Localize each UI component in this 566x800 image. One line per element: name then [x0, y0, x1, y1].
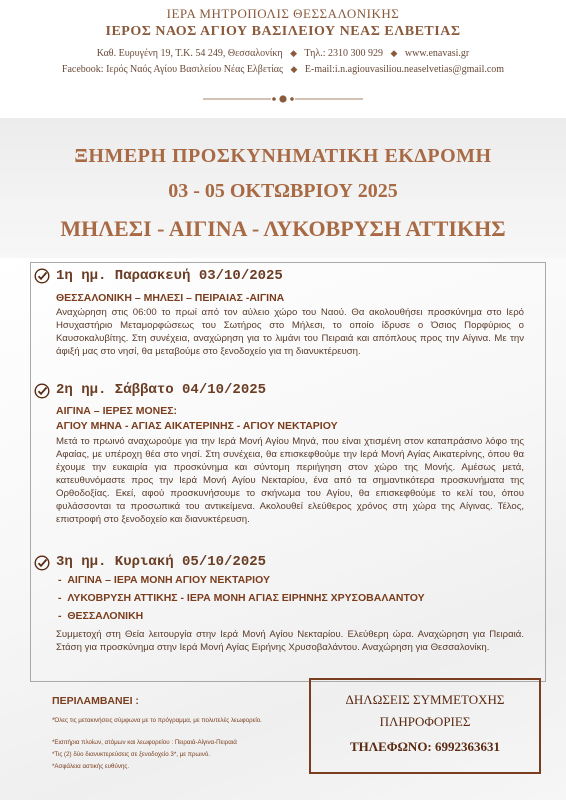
day3-description: Συμμετοχή στη Θεία λειτουργία στην Ιερά Μονή Αγίου Νεκταρίου. Ελεύθερη ώρα. Αναχώρηση για Πειραιά. Στάση για προσκύνημα στην Ιερά Μονή Αγίας Ειρήνης Χρυσοβαλάντου. Αναχώρηση για Θεσσαλονίκη. — [56, 629, 524, 653]
church-name: ΙΕΡΟΣ ΝΑΟΣ ΑΓΙΟΥ ΒΑΣΙΛΕΙΟΥ ΝΕΑΣ ΕΛΒΕΤΙΑΣ — [105, 24, 461, 39]
address-text: Καθ. Ευρυγένη 19, Τ.Κ. 54 249, Θεσσαλονίκη — [96, 48, 283, 59]
check-circle-icon — [34, 383, 50, 399]
includes-note: *Ασφάλεια αστικής ευθύνης. — [52, 763, 130, 770]
day3-item: - ΘΕΣΣΑΛΟΝΙΚΗ — [58, 610, 144, 622]
check-circle-icon — [34, 555, 50, 571]
day3-item: - ΑΙΓΙΝΑ – ΙΕΡΑ ΜΟΝΗ ΑΓΙΟΥ ΝΕΚΤΑΡΙΟΥ — [58, 574, 270, 586]
ornament-divider — [203, 94, 363, 104]
day2-description: Μετά το πρωινό αναχωρούμε για την Ιερά Μονή Αγίου Μηνά, που είναι χτισμένη στον καταπράσινο λόφο της Αφαίας, με υπέροχη θέα στο νησί. Στη συνέχεια, θα επισκεφθούμε την Ιερά Μονή Αγίας Αικατερίνης, όπου θα έχουμε την ευκαιρία για προσκύνημα και σύντομη περιήγηση στον χώρο της Μονής. Αμέσως μετά, κατευθυνόμαστε προς την Ιερά Μονή Αγίου Νεκταρίου, ένα από τα σημαντικότερα προσκυνήματα της Ορθοδοξίας. Εκεί, αφού προσκυνήσουμε το σκήνωμα του Αγίου, θα επισκεφθούμε το κελί του, όπου φυλάσσονται τα προσωπικά του αντικείμενα. Ακολουθεί ελεύθερος χρόνος στη χώρα της Αίγινας. Τέλος, επιστροφή στο ξενοδοχείο και διανυκτέρευση. — [56, 436, 524, 525]
trip-title: ΞΗΜΕΡΗ ΠΡΟΣΚΥΝΗΜΑΤΙΚΗ ΕΚΔΡΟΜΗ — [74, 145, 492, 167]
diamond-bullet-icon: ◆ — [290, 48, 298, 58]
day2-route-2: ΑΓΙΟΥ ΜΗΝΑ - ΑΓΙΑΣ ΑΙΚΑΤΕΡΙΝΗΣ - ΑΓΙΟΥ ΝΕΚΤΑΡΙΟΥ — [56, 420, 338, 432]
email-link[interactable]: E-mail:i.n.agiouvasiliou.neaselvetias@gmail.com — [304, 64, 505, 75]
day2-route-1: ΑΙΓΙΝΑ – ΙΕΡΕΣ ΜΟΝΕΣ: — [56, 405, 178, 417]
includes-title: ΠΕΡΙΛΑΜΒΑΝΕΙ : — [52, 695, 139, 707]
day3-item: - ΛΥΚΟΒΡΥΣΗ ΑΤΤΙΚΗΣ - ΙΕΡΑ ΜΟΝΗ ΑΓΙΑΣ ΕΙΡΗΝΗΣ ΧΡΥΣΟΒΑΛΑΝΤΟΥ — [58, 592, 425, 604]
metropolis-name: ΙΕΡΑ ΜΗΤΡΟΠΟΛΙΣ ΘΕΣΣΑΛΟΝΙΚΗΣ — [166, 6, 400, 21]
day2-title: 2η ημ. Σάββατο 04/10/2025 — [56, 382, 267, 398]
phone-text: Τηλ.: 2310 300 929 — [304, 48, 383, 59]
info-label: ΠΛΗΡΟΦΟΡΙΕΣ — [379, 714, 471, 729]
day1-description: Αναχώρηση στις 06:00 το πρωί από τον αύλειο χώρο του Ναού. Θα ακολουθήσει προσκύνημα στο Ιερό Ησυχαστήριο Μεταμορφώσεως του Σωτήρος στο Μήλεσι, το οποίο ίδρυσε ο Όσιος Πορφύριος ο Καυσοκαλυβίτης. Στη συνέχεια, αναχώρηση για το λιμάνι του Πειραιά και απόπλους προς την Αίγινα. Με την άφιξή μας στο νησί, θα μεταβούμε στο ξενοδοχείο για τη διανυκτέρευση. — [56, 307, 524, 357]
contact-row-2 — [0, 64, 566, 75]
contact-box — [309, 678, 541, 774]
facebook-text: Facebook: Ιερός Ναός Αγίου Βασιλείου Νέας Ελβετίας — [61, 64, 283, 75]
day1-title: 1η ημ. Παρασκευή 03/10/2025 — [56, 268, 283, 284]
includes-note: *Τις (2) δύο διανυκτερεύσεις σε ξενοδοχείο 3*, με πρωινό. — [52, 751, 210, 758]
letterhead — [0, 0, 566, 118]
registration-label: ΔΗΛΩΣΕΙΣ ΣΥΜΜΕΤΟΧΗΣ — [345, 692, 505, 707]
contact-row-1 — [0, 48, 566, 59]
trip-destinations: ΜΗΛΕΣΙ - ΑΙΓΙΝΑ - ΛΥΚΟΒΡΥΣΗ ΑΤΤΙΚΗΣ — [60, 216, 506, 241]
contact-phone[interactable]: ΤΗΛΕΦΩΝΟ: 6992363631 — [349, 739, 501, 754]
includes-note: *Εισιτήρια πλοίων, ατόμων και λεωφορείου : Πειραιά-Αίγινα-Πειραιά — [52, 739, 237, 746]
day1-route: ΘΕΣΣΑΛΟΝΙΚΗ – ΜΗΛΕΣΙ – ΠΕΙΡΑΙΑΣ -ΑΙΓΙΝΑ — [56, 292, 285, 304]
trip-dates: 03 - 05 ΟΚΤΩΒΡΙΟΥ 2025 — [168, 180, 398, 202]
diamond-bullet-icon: ◆ — [390, 48, 398, 58]
website-link[interactable]: www.enavasi.gr — [404, 48, 470, 59]
diamond-bullet-icon: ◆ — [290, 64, 298, 74]
includes-note: *Όλες τις μετακινήσεις σύμφωνα με το πρόγραμμα, με πολυτελές λεωφορείο. — [52, 717, 262, 724]
day3-title: 3η ημ. Κυριακή 05/10/2025 — [56, 554, 267, 570]
check-circle-icon — [34, 268, 50, 284]
